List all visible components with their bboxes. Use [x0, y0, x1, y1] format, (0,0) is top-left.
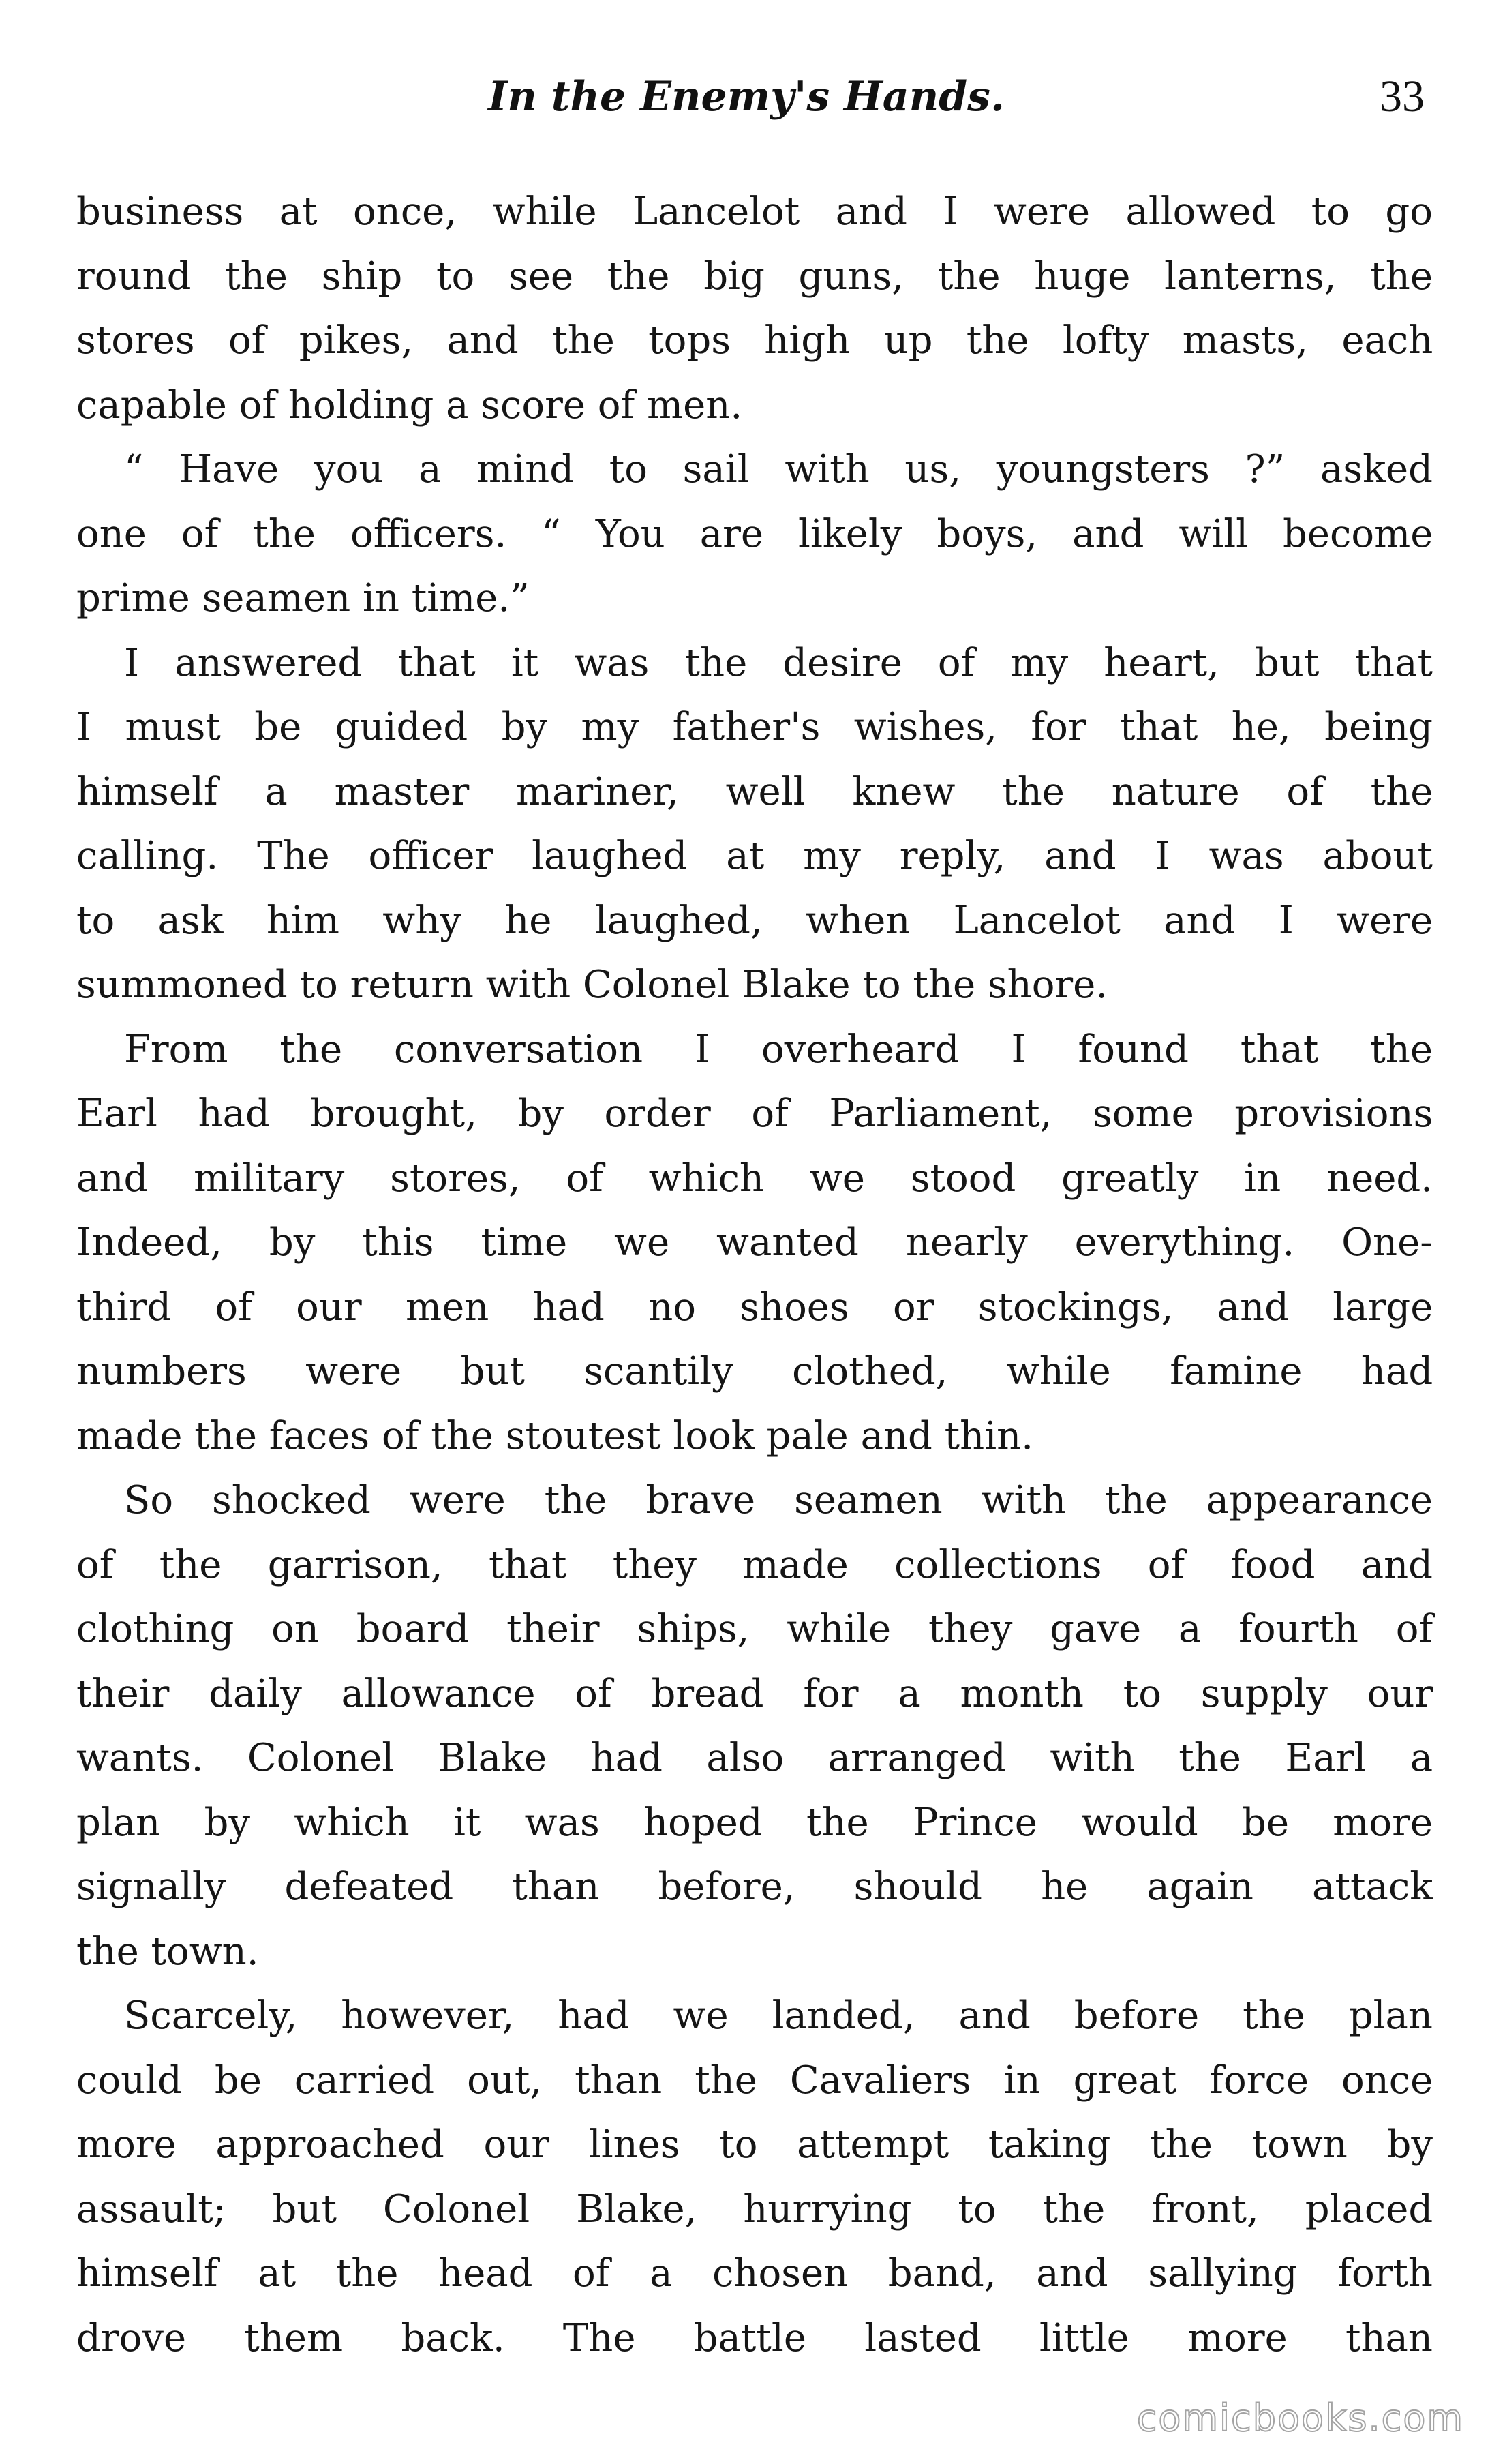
text-line: From the conversation I overheard I found that the	[124, 1027, 1433, 1072]
paragraph-2	[76, 438, 1433, 631]
text-line: of the garrison, that they made collections of food and	[76, 1542, 1433, 1587]
text-line: and military stores, of which we stood greatly in need.	[76, 1156, 1433, 1201]
text-line: one of the officers. “ You are likely boys, and will become	[76, 511, 1433, 556]
paragraph-4	[76, 1018, 1433, 1469]
text-line: capable of holding a score of men.	[76, 382, 743, 427]
text-line: Scarcely, however, had we landed, and before the plan	[124, 1994, 1433, 2038]
text-line: their daily allowance of bread for a month to supply our	[76, 1671, 1433, 1716]
text-line: could be carried out, than the Cavaliers in great force once	[76, 2058, 1433, 2103]
paragraph-3	[76, 631, 1433, 1018]
text-line: drove them back. The battle lasted little more than	[76, 2315, 1433, 2360]
page-number: 33	[1380, 72, 1425, 121]
text-line: stores of pikes, and the tops high up the lofty masts, each	[76, 318, 1433, 363]
text-line: I answered that it was the desire of my heart, but that	[124, 640, 1433, 685]
text-line: clothing on board their ships, while they gave a fourth of	[76, 1607, 1433, 1651]
text-line: round the ship to see the big guns, the huge lanterns, the	[76, 254, 1433, 299]
site-watermark: comicbooks.com	[1136, 2397, 1464, 2439]
text-line: more approached our lines to attempt taking the town by	[76, 2122, 1433, 2167]
text-line: himself a master mariner, well knew the nature of the	[76, 769, 1433, 814]
text-line: third of our men had no shoes or stockings, and large	[76, 1284, 1433, 1329]
text-line: business at once, while Lancelot and I were allowed to go	[76, 190, 1433, 234]
text-line: plan by which it was hoped the Prince would be more	[76, 1800, 1433, 1845]
text-line: himself at the head of a chosen band, and sallying forth	[76, 2251, 1433, 2296]
page-header	[68, 63, 1425, 131]
text-line: Earl had brought, by order of Parliament, some provisions	[76, 1092, 1433, 1136]
body-text	[76, 180, 1433, 2371]
text-line: the town.	[76, 1929, 259, 1974]
text-line: signally defeated than before, should he again attack	[76, 1865, 1433, 1909]
text-line: summoned to return with Colonel Blake to the shore.	[76, 963, 1108, 1007]
text-line: Indeed, by this time we wanted nearly everything. One-	[76, 1220, 1433, 1265]
paragraph-6	[76, 1984, 1433, 2371]
paragraph-1	[76, 180, 1433, 438]
text-line: So shocked were the brave seamen with the appearance	[124, 1478, 1433, 1522]
text-line: made the faces of the stoutest look pale and thin.	[76, 1413, 1034, 1458]
paragraph-5	[76, 1469, 1433, 1984]
running-title: In the Enemy's Hands.	[488, 73, 1005, 121]
text-line: wants. Colonel Blake had also arranged with the Earl a	[76, 1736, 1433, 1780]
text-line: assault; but Colonel Blake, hurrying to the front, placed	[76, 2187, 1433, 2232]
text-line: “ Have you a mind to sail with us, youngsters ?” asked	[124, 447, 1433, 492]
text-line: prime seamen in time.”	[76, 576, 530, 620]
text-line: numbers were but scantily clothed, while famine had	[76, 1349, 1433, 1394]
text-line: to ask him why he laughed, when Lancelot and I were	[76, 898, 1433, 943]
text-line: I must be guided by my father's wishes, for that he, being	[76, 705, 1433, 749]
text-line: calling. The officer laughed at my reply, and I was about	[76, 834, 1433, 878]
